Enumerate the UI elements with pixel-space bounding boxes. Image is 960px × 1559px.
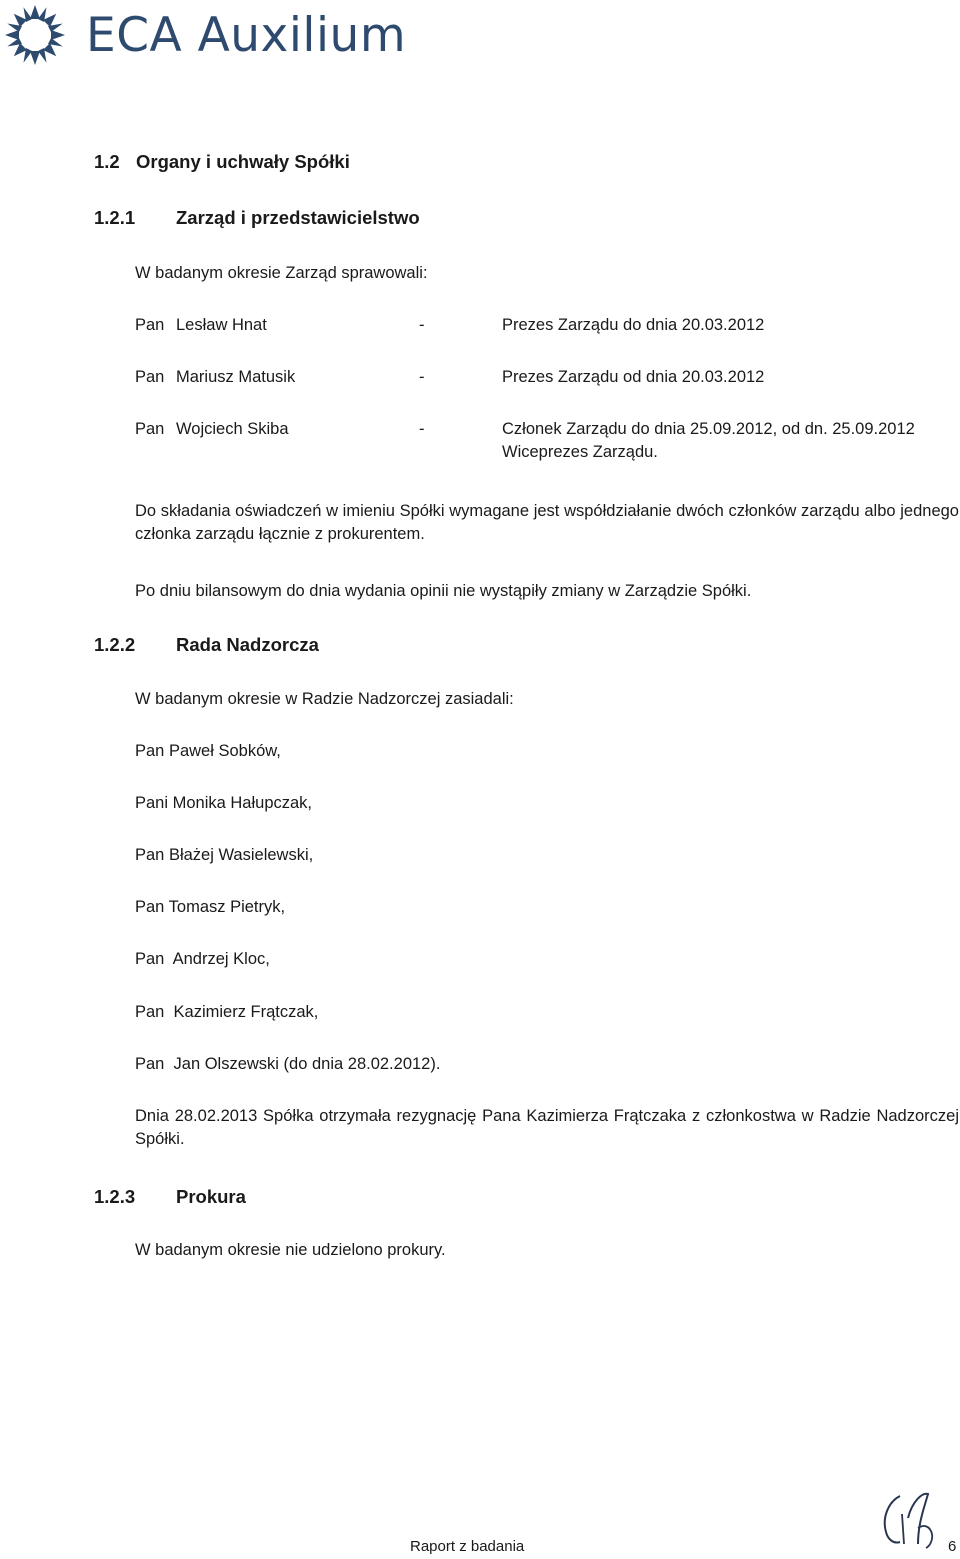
subsection-number-zarzad: 1.2.1 (94, 207, 136, 228)
member-dash: - (419, 420, 425, 438)
section-title: Organy i uchwały Spółki (136, 151, 350, 172)
board-member: Pani Monika Hałupczak, (135, 794, 313, 812)
board-member: Pan Andrzej Kloc, (135, 950, 270, 968)
member-prefix: Pan (135, 420, 165, 438)
resignation-paragraph: Dnia 28.02.2013 Spółka otrzymała rezygnację Pana Kazimierza Frątczaka z członkostwa w Radzie Nadzorczej Spółki. (135, 1107, 959, 1148)
footer-label: Raport z badania (410, 1538, 525, 1555)
after-balance-paragraph: Po dniu bilansowym do dnia wydania opinii nie wystąpiły zmiany w Zarządzie Spółki. (135, 582, 752, 600)
subsection-title-prokura: Prokura (176, 1186, 246, 1207)
section-number: 1.2 (94, 151, 120, 172)
board-member: Pan Tomasz Pietryk, (135, 898, 286, 916)
subsection-number-rada: 1.2.2 (94, 634, 136, 655)
board-member: Pan Błażej Wasielewski, (135, 846, 314, 864)
rada-intro: W badanym okresie w Radzie Nadzorczej zasiadali: (135, 690, 514, 708)
member-role: Prezes Zarządu do dnia 20.03.2012 (502, 316, 765, 334)
subsection-title-zarzad: Zarząd i przedstawicielstwo (176, 207, 420, 228)
member-prefix: Pan (135, 316, 165, 334)
prokura-paragraph: W badanym okresie nie udzielono prokury. (135, 1241, 446, 1259)
representation-paragraph: Do składania oświadczeń w imieniu Spółki wymagane jest współdziałanie dwóch członków zarządu albo jednego członka zarządu łącznie z prokurentem. (135, 502, 959, 543)
board-member: Pan Kazimierz Frątczak, (135, 1003, 319, 1021)
company-logo-icon (4, 4, 66, 66)
member-role: Członek Zarządu do dnia 25.09.2012, od dn. 25.09.2012 (502, 420, 915, 438)
brand-name: ECA Auxilium (86, 8, 407, 63)
page-number: 6 (948, 1538, 957, 1555)
zarzad-intro: W badanym okresie Zarząd sprawowali: (135, 264, 428, 282)
member-dash: - (419, 368, 425, 386)
board-member: Pan Jan Olszewski (do dnia 28.02.2012). (135, 1055, 441, 1073)
member-role-continuation: Wiceprezes Zarządu. (502, 443, 658, 461)
subsection-title-rada: Rada Nadzorcza (176, 634, 319, 655)
member-name: Mariusz Matusik (176, 368, 296, 386)
member-role: Prezes Zarządu od dnia 20.03.2012 (502, 368, 765, 386)
signature-icon (878, 1488, 940, 1552)
member-name: Lesław Hnat (176, 316, 267, 334)
subsection-number-prokura: 1.2.3 (94, 1186, 136, 1207)
member-prefix: Pan (135, 368, 165, 386)
member-name: Wojciech Skiba (176, 420, 289, 438)
board-member: Pan Paweł Sobków, (135, 742, 281, 760)
member-dash: - (419, 316, 425, 334)
